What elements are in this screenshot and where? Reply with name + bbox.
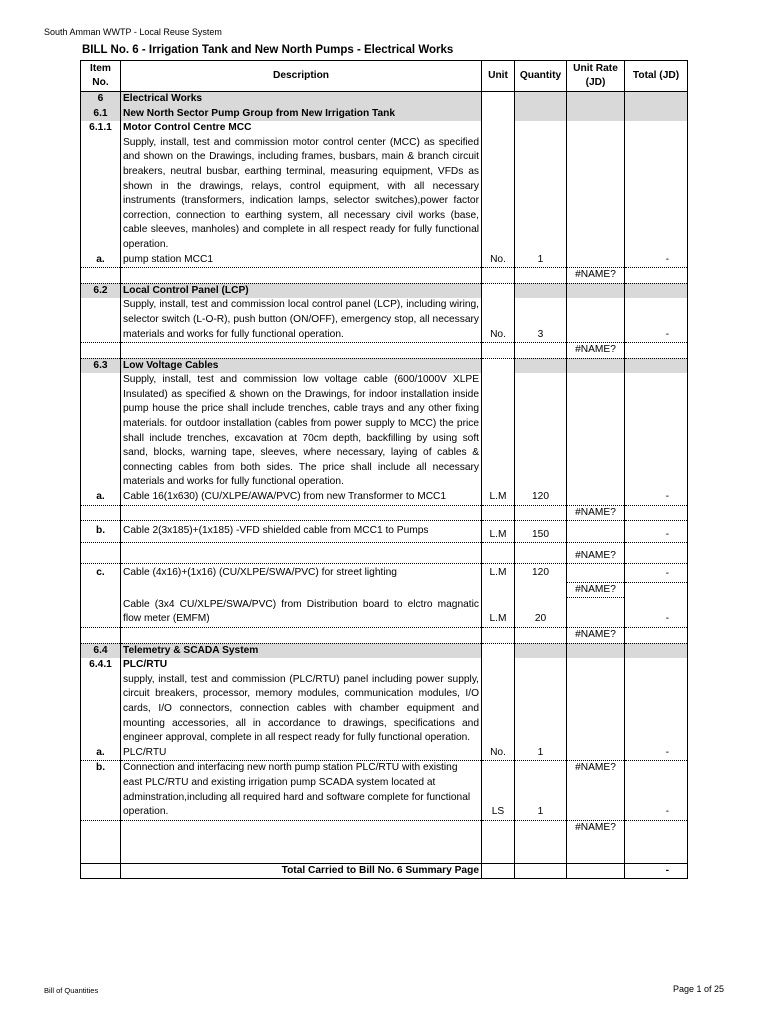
totals-label: Total Carried to Bill No. 6 Summary Page xyxy=(121,863,482,879)
table-row xyxy=(81,358,688,373)
item-unit: No. xyxy=(482,253,515,268)
item-number: 6.1 xyxy=(81,107,121,122)
column-header-description: Description xyxy=(121,61,482,92)
unit-rate-value: #NAME? xyxy=(567,343,625,359)
table-row xyxy=(81,268,688,284)
column-header-quantity: Quantity xyxy=(515,61,567,92)
table-row xyxy=(81,121,688,136)
table-row xyxy=(81,628,688,644)
item-description: Connection and interfacing new north pump station PLC/RTU with existing east PLC/RTU and existing irrigation pump SCADA system located at adminstration,including all required hard and software complete for functional operation. xyxy=(121,761,482,820)
item-number: 6 xyxy=(81,92,121,107)
table-row xyxy=(81,820,688,863)
item-quantity: 120 xyxy=(515,564,567,583)
unit-rate-value: #NAME? xyxy=(567,582,625,598)
item-number: 6.4 xyxy=(81,643,121,658)
item-total: - xyxy=(625,746,688,761)
item-specification: Supply, install, test and commission local control panel (LCP), including wiring, selector switch (L-O-R), push button (ON/OFF), emergency stop, all necessary materials and works for fully functional operation. xyxy=(121,298,482,342)
unit-rate-value: #NAME? xyxy=(567,505,625,521)
item-unit: L.M xyxy=(482,598,515,628)
item-total: - xyxy=(625,298,688,342)
item-description: Cable 16(1x630) (CU/XLPE/AWA/PVC) from new Transformer to MCC1 xyxy=(121,490,482,505)
table-row xyxy=(81,564,688,583)
item-total: - xyxy=(625,564,688,583)
footer-document-label: Bill of Quantities xyxy=(44,986,99,995)
item-unit: L.M xyxy=(482,490,515,505)
table-row xyxy=(81,92,688,107)
item-description: Cable 2(3x185)+(1x185) -VFD shielded cable from MCC1 to Pumps xyxy=(121,521,482,543)
unit-rate-value: #NAME? xyxy=(567,820,625,863)
section-title: New North Sector Pump Group from New Irrigation Tank xyxy=(121,107,482,122)
table-row xyxy=(81,746,688,761)
item-quantity: 1 xyxy=(515,761,567,820)
section-title: Electrical Works xyxy=(121,92,482,107)
table-row xyxy=(81,107,688,122)
item-number: b. xyxy=(81,761,121,820)
item-quantity: 20 xyxy=(515,598,567,628)
item-description: Cable (3x4 CU/XLPE/SWA/PVC) from Distribution board to elctro magnatic flow meter (EMFM) xyxy=(121,598,482,628)
section-title: Telemetry & SCADA System xyxy=(121,643,482,658)
column-header-unit: Unit xyxy=(482,61,515,92)
section-title: Local Control Panel (LCP) xyxy=(121,283,482,298)
unit-rate-value: #NAME? xyxy=(567,761,625,820)
item-total: - xyxy=(625,490,688,505)
item-number: 6.2 xyxy=(81,283,121,298)
unit-rate-value: #NAME? xyxy=(567,268,625,284)
item-unit: LS xyxy=(482,761,515,820)
item-unit: No. xyxy=(482,298,515,342)
item-quantity: 1 xyxy=(515,746,567,761)
item-specification: Supply, install, test and commission motor control center (MCC) as specified and shown on the Drawings, including frames, busbars, main & branch circuit breakers, neutral busbar, earthing terminal, measuring equipment, VFDs as shown in the drawings, relays, control equipment, with all necessary instruments (transformers, indication lamps, selector switches),power factor correction, connection to earthing system, all necessary civil works (base, cable sleeves, manholes) and complete in all respect ready for fully functional operation. xyxy=(121,136,482,253)
item-quantity: 1 xyxy=(515,253,567,268)
column-header-item: Item No. xyxy=(81,61,121,92)
bill-of-quantities-table xyxy=(80,60,688,879)
item-total: - xyxy=(625,761,688,820)
item-number: a. xyxy=(81,253,121,268)
table-row xyxy=(81,658,688,673)
totals-row xyxy=(81,863,688,879)
table-row xyxy=(81,761,688,820)
item-unit: No. xyxy=(482,746,515,761)
project-header: South Amman WWTP - Local Reuse System xyxy=(44,27,222,37)
item-total: - xyxy=(625,253,688,268)
table-row xyxy=(81,373,688,490)
table-row xyxy=(81,283,688,298)
item-quantity: 3 xyxy=(515,298,567,342)
section-title: Low Voltage Cables xyxy=(121,358,482,373)
column-header-total: Total (JD) xyxy=(625,61,688,92)
item-number: a. xyxy=(81,490,121,505)
table-row xyxy=(81,673,688,746)
bill-title: BILL No. 6 - Irrigation Tank and New North Pumps - Electrical Works xyxy=(82,44,454,56)
subsection-title: Motor Control Centre MCC xyxy=(121,121,482,136)
table-row xyxy=(81,582,688,598)
table-row xyxy=(81,490,688,505)
item-number: c. xyxy=(81,564,121,583)
item-quantity: 120 xyxy=(515,490,567,505)
item-number: 6.3 xyxy=(81,358,121,373)
table-row xyxy=(81,643,688,658)
item-number: 6.4.1 xyxy=(81,658,121,673)
item-description: pump station MCC1 xyxy=(121,253,482,268)
table-row xyxy=(81,253,688,268)
item-description: PLC/RTU xyxy=(121,746,482,761)
column-header-unit-rate: Unit Rate (JD) xyxy=(567,61,625,92)
table-row xyxy=(81,598,688,628)
table-row xyxy=(81,521,688,543)
table-header-row xyxy=(81,61,688,92)
unit-rate-value: #NAME? xyxy=(567,543,625,564)
table-row xyxy=(81,543,688,564)
table-row xyxy=(81,343,688,359)
table-row xyxy=(81,298,688,342)
table-row xyxy=(81,136,688,253)
subsection-title: PLC/RTU xyxy=(121,658,482,673)
item-quantity: 150 xyxy=(515,521,567,543)
item-specification: supply, install, test and commission (PLC/RTU) panel including power supply, circuit breakers, processor, memory modules, communication modules, I/O cards, I/O connectors, connection cables with chamber equipment and mounting accessories, all in accordance to drawings, specifications and engineer approval, complete in all respect ready for fully functional operation. xyxy=(121,673,482,746)
table-row xyxy=(81,505,688,521)
totals-value: - xyxy=(625,863,688,879)
item-number: b. xyxy=(81,521,121,543)
item-total: - xyxy=(625,521,688,543)
item-number: a. xyxy=(81,746,121,761)
item-number: 6.1.1 xyxy=(81,121,121,136)
page-number: Page 1 of 25 xyxy=(672,984,724,994)
item-unit: L.M xyxy=(482,521,515,543)
unit-rate-value: #NAME? xyxy=(567,628,625,644)
item-unit: L.M xyxy=(482,564,515,583)
item-total: - xyxy=(625,598,688,628)
item-specification: Supply, install, test and commission low voltage cable (600/1000V XLPE Insulated) as specified & shown on the Drawings, for indoor installation inside pump house the price shall include trenches, cable trays and any other fixing materials. for outdoor installation (cables from power supply to MCC) the price shall include trenches, excavation at 70cm depth, backfilling by using soft sand, blocks, warning tape, sleeves, where necessary, laying of cables & connecting cables from both sides. The price shall include all necessary materials and works for fully functional operation. xyxy=(121,373,482,490)
item-description: Cable (4x16)+(1x16) (CU/XLPE/SWA/PVC) for street lighting xyxy=(121,564,482,583)
